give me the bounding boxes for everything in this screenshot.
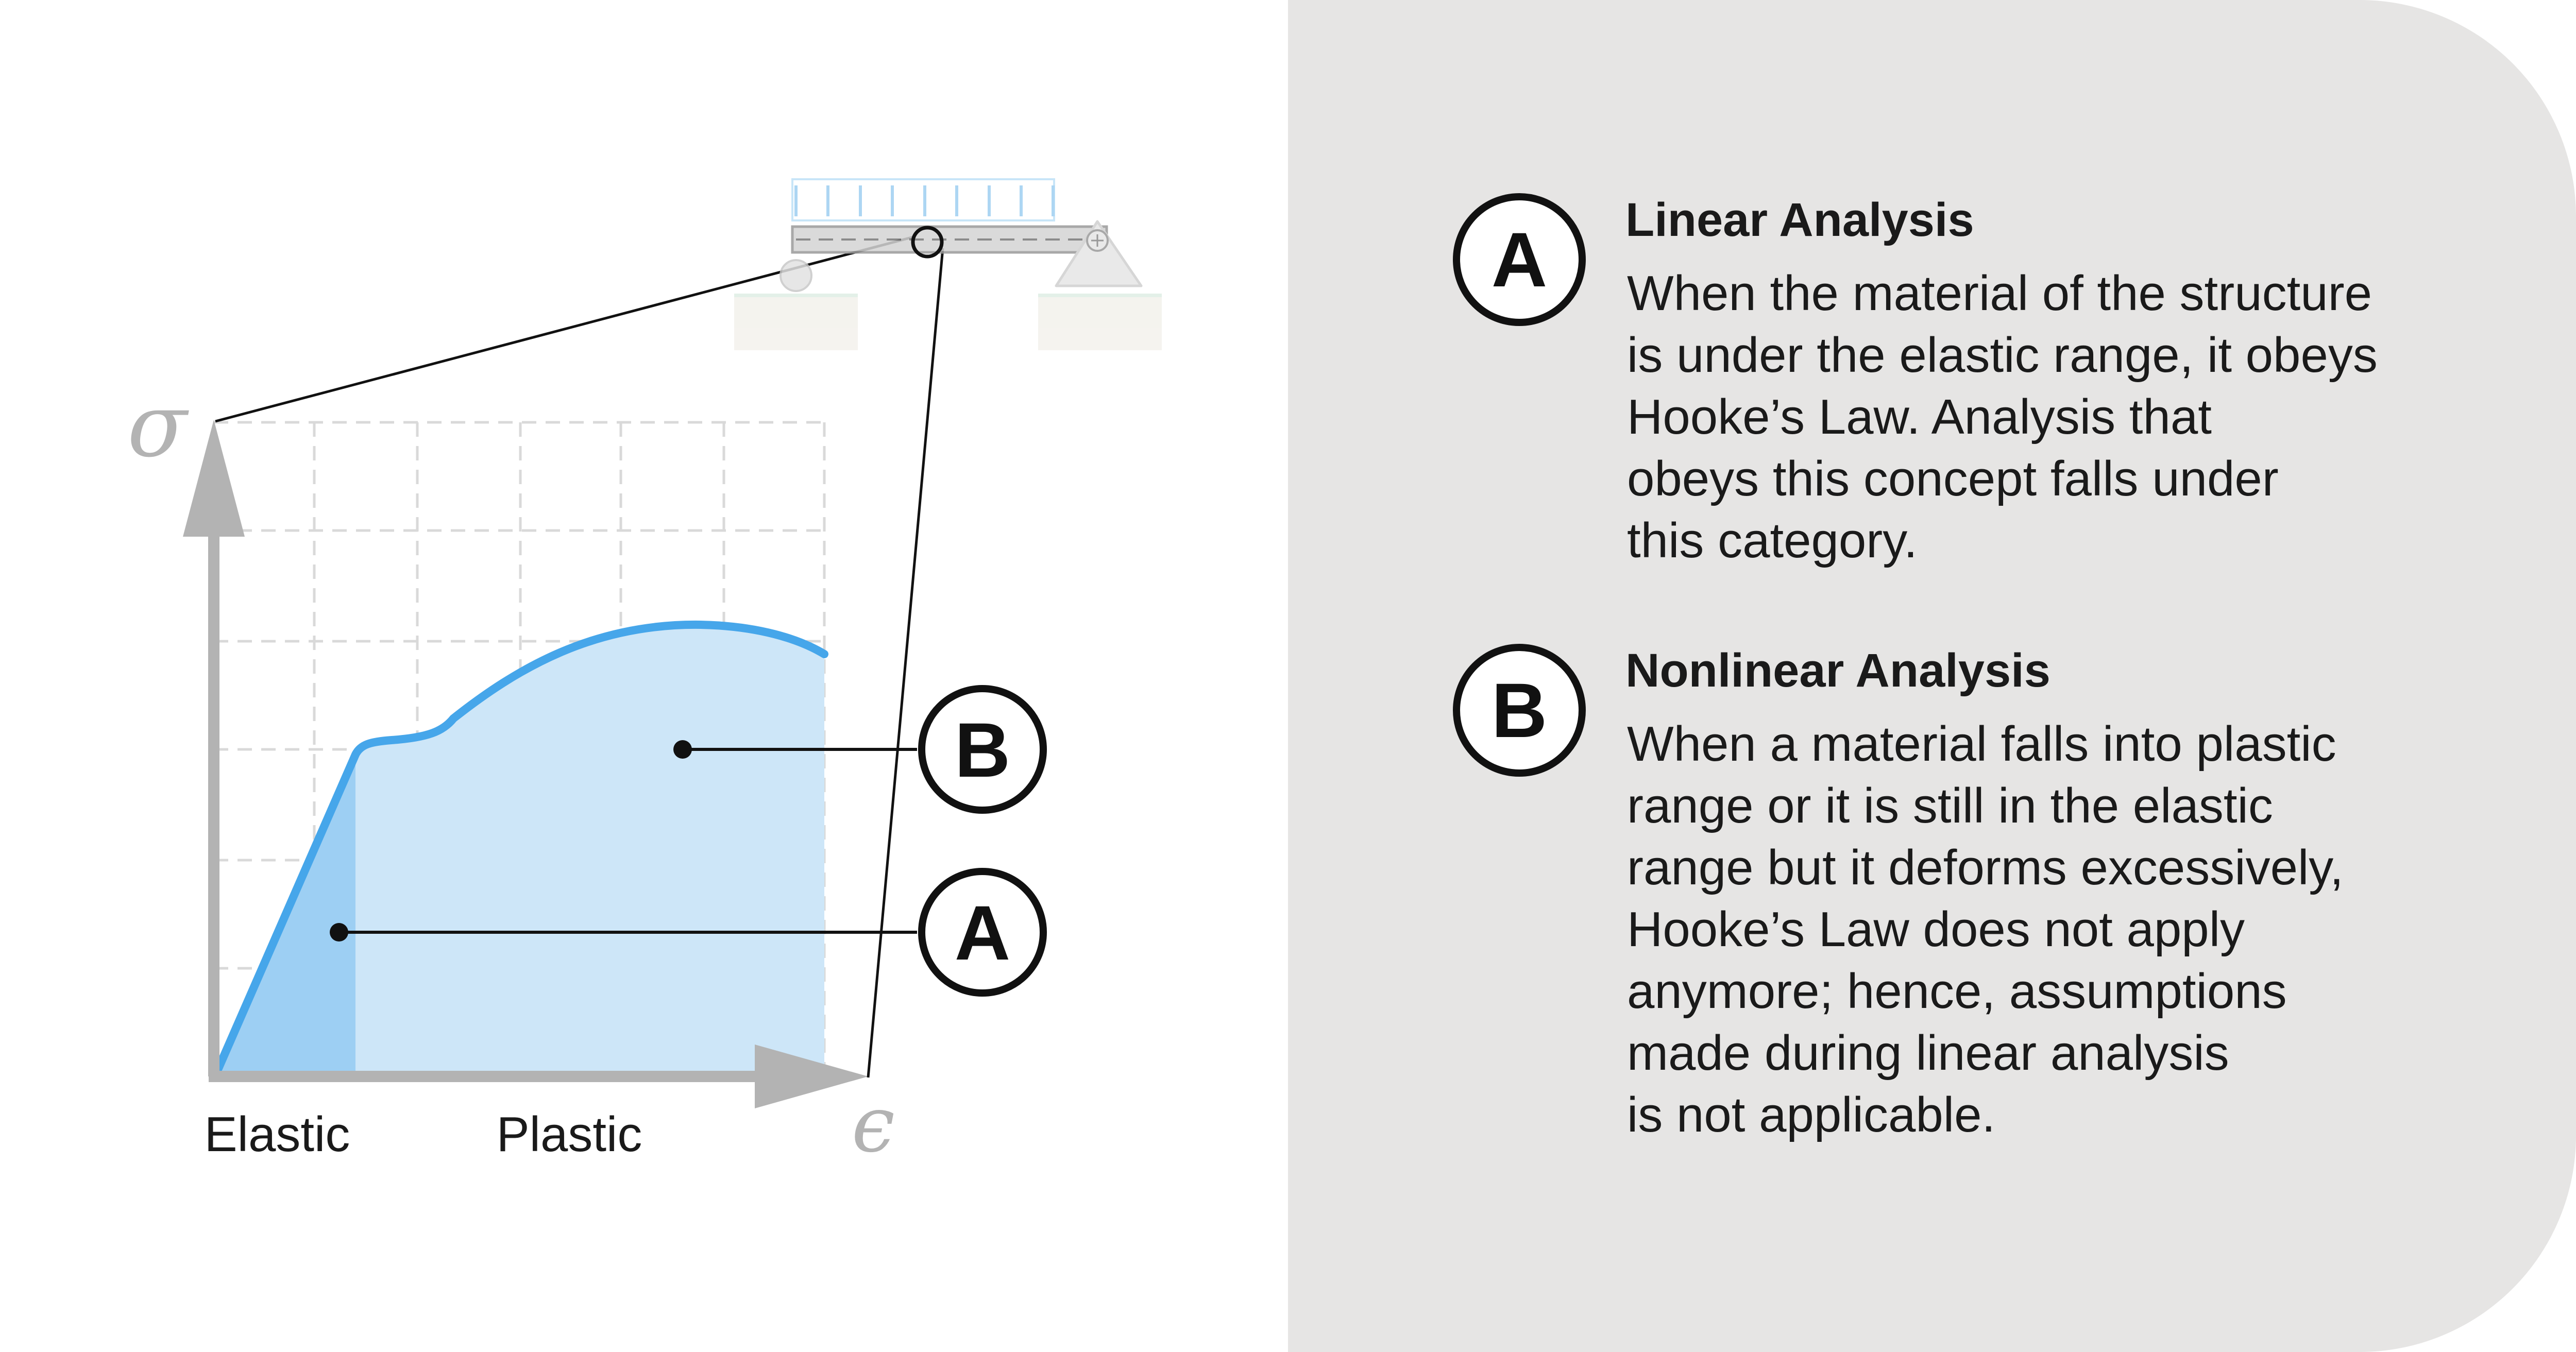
badge-a: A xyxy=(1453,193,1586,326)
left-ground xyxy=(734,294,858,350)
nonlinear-analysis-title: Nonlinear Analysis xyxy=(1625,644,2050,697)
nonlinear-analysis-description xyxy=(1627,713,2441,1146)
x-axis-symbol: ϵ xyxy=(851,1080,895,1170)
text-line: obeys this concept falls under xyxy=(1627,451,2279,506)
badge-b: B xyxy=(1453,644,1586,777)
text-line: range or it is still in the elastic xyxy=(1627,778,2273,833)
text-line: is not applicable. xyxy=(1627,1087,1996,1142)
callout-b xyxy=(922,689,1043,810)
y-axis-symbol: σ xyxy=(127,375,188,477)
text-line: When a material falls into plastic xyxy=(1627,716,2336,772)
beam-illustration xyxy=(734,179,1162,350)
text-line: made during linear analysis xyxy=(1627,1025,2229,1081)
text-line: Hooke’s Law does not apply xyxy=(1627,902,2245,957)
linear-analysis-description xyxy=(1627,263,2441,572)
linear-analysis-title: Linear Analysis xyxy=(1625,194,1974,246)
text-line: Hooke’s Law. Analysis that xyxy=(1627,389,2212,444)
roller-support xyxy=(781,260,811,291)
text-line: is under the elastic range, it obeys xyxy=(1627,328,2378,383)
elastic-label: Elastic xyxy=(204,1107,350,1162)
callout-b-label: B xyxy=(954,707,1011,793)
load-arrows xyxy=(796,185,1053,216)
text-line: this category. xyxy=(1627,513,1918,568)
y-axis-arrowhead xyxy=(183,420,245,537)
text-line: anymore; hence, assumptions xyxy=(1627,964,2287,1019)
right-ground xyxy=(1038,294,1162,350)
callout-a-label: A xyxy=(954,889,1011,976)
callout-b-dot xyxy=(673,740,692,759)
plastic-label: Plastic xyxy=(496,1107,642,1162)
callout-a-dot xyxy=(330,923,348,942)
callout-a xyxy=(922,871,1043,993)
text-line: range but it deforms excessively, xyxy=(1627,840,2344,895)
text-line: When the material of the structure xyxy=(1627,266,2372,321)
